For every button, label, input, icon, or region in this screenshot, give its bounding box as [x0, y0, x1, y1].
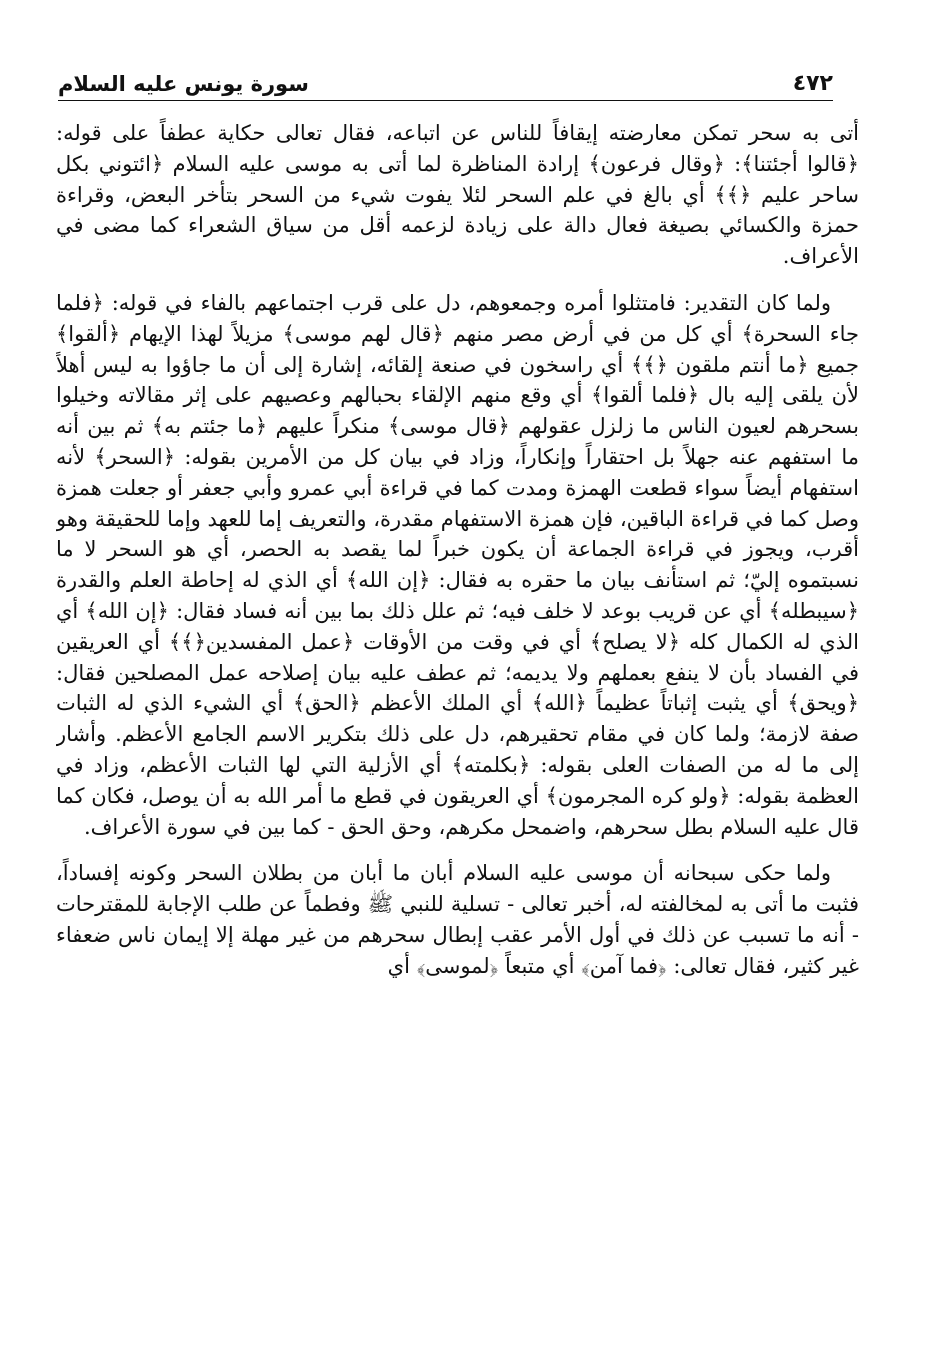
paragraph-3: ولما حكى سبحانه أن موسى عليه السلام أبان ما أبان من بطلان السحر وكونه إفساداً، فثبت ما أتى به لمخالفته له، أخبر تعالى - تسلية للنبي ﷺ وفطماً عن طلب الإجابة للمقترحات - أنه ما تسبب عن ذلك في أول الأمر عقب إبطال سحرهم من غير مهلة إلا إيمان ناس ضعفاء غير كثير، فقال تعالى: ﴿فما آمن﴾ أي متبعاً ﴿لموسى﴾ أي [56, 861, 859, 978]
surah-title: سورة يونس عليه السلام [58, 72, 309, 96]
paragraph-1: أتى به سحر تمكن معارضته إيقافاً للناس عن اتباعه، فقال تعالى حكاية عطفاً على قوله: ﴿قالوا أجئتنا﴾: ﴿وقال فرعون﴾ إرادة المناظرة لما أتى به موسى عليه السلام ﴿ائتوني بكل ساحر عليم ﴿﴾﴾ أي بالغ في علم السحر لئلا يفوت شيء من السحر بتأخر البعض، وقراءة حمزة والكسائي بصيغة فعال دالة على زيادة لزعمه أقل من سياق الشعراء كما مضى في الأعراف. [56, 121, 859, 269]
paragraph-2: ولما كان التقدير: فامتثلوا أمره وجمعوهم، دل على قرب اجتماعهم بالفاء في قوله: ﴿فلما جاء السحرة﴾ أي كل من في أرض مصر منهم ﴿قال لهم موسى﴾ مزيلاً لهذا الإيهام ﴿ألقوا﴾ جميع ﴿ما أنتم ملقون ﴿﴾﴾ أي راسخون في صنعة إلقائه، إشارة إلى أن ما جاؤوا به ليس أهلاً لأن يلقى إليه بال ﴿فلما ألقوا﴾ أي وقع منهم الإلقاء بحبالهم وعصيهم على إثر مقالاته وخيلوا بسحرهم لعيون الناس ما زلزل عقولهم ﴿قال موسى﴾ منكراً عليهم ﴿ما جئتم به﴾ ثم بين أنه ما استفهم عنه جهلاً بل احتقاراً وإنكاراً، وزاد في بيان كل من الأمرين بقوله: ﴿السحر﴾ لأنه استفهام أيضاً سواء قطعت الهمزة ومدت كما في قراءة أبي عمرو وأبي جعفر أو جعلت همزة وصل كما في قراءة الباقين، فإن همزة الاستفهام مقدرة، والتعريف إما للعهد وإما للحقيقة وهو أقرب، ويجوز في قراءة الجماعة أن يكون خبراً لما يقصد به الحصر، أي هو السحر لا ما نسبتموه إليّ؛ ثم استأنف بيان ما حقره به فقال: ﴿إن الله﴾ أي الذي له إحاطة العلم والقدرة ﴿سيبطله﴾ أي عن قريب بوعد لا خلف فيه؛ ثم علل ذلك بما بين أنه فساد فقال: ﴿إن الله﴾ أي الذي له الكمال كله ﴿لا يصلح﴾ أي في وقت من الأوقات ﴿عمل المفسدين﴿﴾﴾ أي العريقين في الفساد بأن لا ينفع بعملهم ولا يديمه؛ ثم عطف عليه بيان إصلاحه عمل المصلحين فقال: ﴿ويحق﴾ أي يثبت إثباتاً عظيماً ﴿الله﴾ أي الملك الأعظم ﴿الحق﴾ أي الشيء الذي له الثبات صفة لازمة؛ ولما كان في مقام تحقيرهم، دل على ذلك بتكرير الاسم الجامع الأعظم. وأشار إلى ما له من الصفات العلى بقوله: ﴿بكلمته﴾ أي الأزلية التي لها الثبات الأعظم، وزاد في العظمة بقوله: ﴿ولو كره المجرمون﴾ أي العريقون في قطع ما أمر الله به أن يوصل، فكان كما قال عليه السلام بطل سحرهم، واضمحل مكرهم، وحق الحق - كما بين في سورة الأعراف. [56, 290, 859, 839]
running-header [58, 64, 833, 101]
page-number: ٤٧٢ [792, 71, 833, 96]
page-body [56, 118, 859, 1338]
